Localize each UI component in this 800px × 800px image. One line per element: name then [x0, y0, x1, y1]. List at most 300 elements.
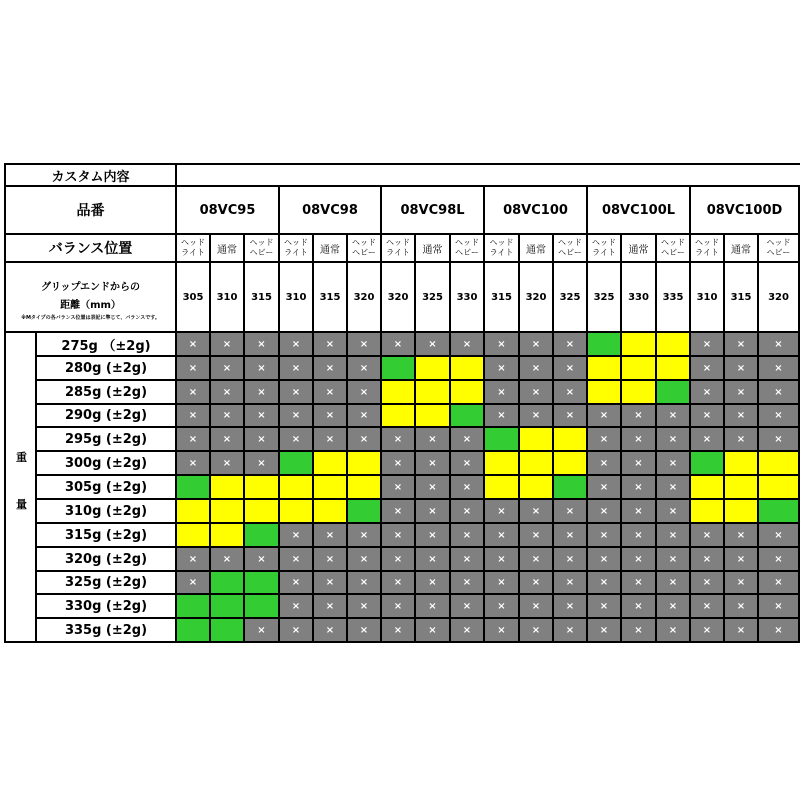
unavailable-mark: ×	[325, 577, 335, 588]
available-cell	[554, 428, 588, 452]
unavailable-cell	[485, 357, 520, 381]
recommended-cell	[485, 428, 520, 452]
unavailable-mark: ×	[325, 410, 335, 421]
unavailable-cell	[348, 619, 382, 643]
available-cell	[314, 452, 348, 476]
unavailable-mark: ×	[257, 553, 266, 565]
unavailable-mark: ×	[702, 386, 712, 398]
unavailable-mark: ×	[291, 433, 301, 445]
unavailable-cell	[314, 405, 348, 428]
balance-type-label: ヘッド ライト	[181, 238, 205, 257]
model-name: 08VC100L	[601, 202, 676, 218]
grip-distance-value: 320	[768, 291, 789, 303]
unavailable-cell	[382, 428, 416, 452]
model-name-cell	[485, 187, 588, 235]
unavailable-mark: ×	[497, 362, 506, 374]
unavailable-cell	[211, 333, 245, 357]
unavailable-mark: ×	[393, 481, 403, 493]
unavailable-cell	[759, 619, 800, 643]
weight-row-label: 285g (±2g)	[64, 384, 148, 400]
available-cell	[485, 452, 520, 476]
recommended-cell	[211, 595, 245, 619]
unavailable-mark: ×	[774, 529, 783, 541]
unavailable-mark: ×	[736, 600, 746, 612]
unavailable-cell	[657, 405, 691, 428]
weight-row-label: 330g (±2g)	[64, 598, 148, 614]
weight-label-char-1: 重	[16, 451, 27, 464]
unavailable-cell	[211, 381, 245, 405]
unavailable-mark: ×	[325, 386, 335, 398]
unavailable-mark: ×	[599, 624, 609, 636]
available-cell	[622, 357, 657, 381]
unavailable-mark: ×	[599, 577, 609, 588]
unavailable-cell	[622, 572, 657, 595]
grip-distance-cell	[245, 263, 280, 333]
unavailable-cell	[451, 333, 485, 357]
available-cell	[588, 381, 622, 405]
unavailable-mark: ×	[325, 338, 335, 350]
unavailable-mark: ×	[565, 338, 575, 350]
balance-type-cell	[554, 235, 588, 263]
available-cell	[725, 500, 759, 524]
unavailable-mark: ×	[565, 577, 575, 588]
grip-distance-note: ※Mタイプの各バランス位置は表記に準じて、バランスです。	[21, 314, 160, 321]
grip-distance-cell	[725, 263, 759, 333]
unavailable-cell	[211, 405, 245, 428]
grip-distance-cell	[691, 263, 725, 333]
grip-distance-cell	[554, 263, 588, 333]
recommended-cell	[245, 595, 280, 619]
unavailable-cell	[451, 524, 485, 548]
model-name: 08VC100D	[706, 202, 783, 218]
unavailable-mark: ×	[634, 577, 643, 588]
balance-type-cell	[691, 235, 725, 263]
model-name: 08VC98L	[400, 202, 465, 218]
unavailable-mark: ×	[531, 577, 541, 588]
unavailable-mark: ×	[531, 386, 541, 398]
unavailable-cell	[622, 548, 657, 572]
unavailable-cell	[451, 548, 485, 572]
weight-row-label-cell	[37, 476, 177, 500]
unavailable-cell	[382, 548, 416, 572]
grip-distance-cell	[588, 263, 622, 333]
weight-row-label: 320g (±2g)	[64, 551, 148, 567]
unavailable-mark: ×	[497, 577, 506, 588]
grip-distance-cell	[622, 263, 657, 333]
unavailable-mark: ×	[497, 600, 506, 612]
recommended-cell	[280, 452, 314, 476]
unavailable-mark: ×	[531, 338, 541, 350]
weight-row-label-cell	[37, 548, 177, 572]
weight-label-char-2: 量	[16, 498, 27, 511]
unavailable-cell	[725, 524, 759, 548]
unavailable-cell	[725, 405, 759, 428]
unavailable-cell	[554, 524, 588, 548]
available-cell	[280, 500, 314, 524]
balance-header-label: バランス位置	[48, 241, 133, 257]
unavailable-mark: ×	[325, 362, 335, 374]
unavailable-cell	[725, 333, 759, 357]
unavailable-mark: ×	[702, 553, 712, 565]
unavailable-mark: ×	[428, 481, 437, 493]
unavailable-mark: ×	[325, 600, 335, 612]
weight-row-label: 315g (±2g)	[64, 527, 148, 543]
unavailable-cell	[177, 452, 211, 476]
balance-type-cell	[177, 235, 211, 263]
unavailable-cell	[382, 619, 416, 643]
unavailable-cell	[451, 476, 485, 500]
unavailable-cell	[245, 333, 280, 357]
grip-distance-line1: グリップエンドからの	[40, 281, 141, 293]
balance-type-cell	[382, 235, 416, 263]
balance-type-label: ヘッド ヘビー	[249, 238, 274, 257]
recommended-cell	[691, 452, 725, 476]
unavailable-cell	[416, 500, 451, 524]
unavailable-mark: ×	[359, 386, 369, 398]
custom-header-label: カスタム内容	[51, 169, 130, 185]
available-cell	[520, 452, 554, 476]
unavailable-cell	[657, 572, 691, 595]
unavailable-cell	[245, 381, 280, 405]
unavailable-mark: ×	[531, 553, 541, 565]
unavailable-cell	[657, 619, 691, 643]
grip-distance-cell	[280, 263, 314, 333]
unavailable-cell	[348, 572, 382, 595]
unavailable-cell	[554, 500, 588, 524]
balance-type-cell	[416, 235, 451, 263]
grip-distance-cell	[451, 263, 485, 333]
recommended-cell	[588, 333, 622, 357]
unavailable-cell	[348, 357, 382, 381]
available-cell	[725, 452, 759, 476]
model-name: 08VC98	[302, 202, 358, 218]
unavailable-cell	[416, 452, 451, 476]
unavailable-mark: ×	[222, 433, 232, 445]
unavailable-cell	[691, 548, 725, 572]
grip-distance-value: 315	[491, 291, 512, 303]
unavailable-mark: ×	[393, 577, 403, 588]
available-cell	[520, 476, 554, 500]
unavailable-cell	[382, 452, 416, 476]
unavailable-mark: ×	[565, 505, 575, 517]
unavailable-cell	[520, 524, 554, 548]
unavailable-cell	[520, 381, 554, 405]
unavailable-cell	[622, 595, 657, 619]
unavailable-cell	[588, 452, 622, 476]
balance-header-cell	[4, 235, 177, 263]
unavailable-mark: ×	[257, 362, 266, 374]
unavailable-cell	[211, 357, 245, 381]
unavailable-mark: ×	[462, 338, 472, 350]
unavailable-mark: ×	[257, 433, 266, 445]
unavailable-cell	[485, 405, 520, 428]
unavailable-mark: ×	[736, 624, 746, 636]
unavailable-cell	[520, 405, 554, 428]
unavailable-cell	[554, 381, 588, 405]
unavailable-cell	[280, 524, 314, 548]
unavailable-mark: ×	[668, 553, 678, 565]
unavailable-mark: ×	[359, 410, 369, 421]
unavailable-mark: ×	[462, 529, 472, 541]
unavailable-cell	[485, 500, 520, 524]
balance-type-label: ヘッド ライト	[592, 238, 616, 257]
unavailable-mark: ×	[634, 457, 643, 469]
grip-distance-line2: 距離（mm）	[60, 299, 121, 311]
unavailable-mark: ×	[393, 457, 403, 469]
unavailable-cell	[759, 572, 800, 595]
available-cell	[691, 500, 725, 524]
unavailable-mark: ×	[428, 553, 437, 565]
unavailable-mark: ×	[736, 577, 746, 588]
unavailable-cell	[691, 619, 725, 643]
unavailable-mark: ×	[291, 577, 301, 588]
unavailable-cell	[177, 428, 211, 452]
unavailable-mark: ×	[462, 553, 472, 565]
unavailable-mark: ×	[497, 529, 506, 541]
available-cell	[382, 381, 416, 405]
unavailable-mark: ×	[359, 529, 369, 541]
unavailable-cell	[348, 428, 382, 452]
unavailable-mark: ×	[702, 624, 712, 636]
balance-type-cell	[280, 235, 314, 263]
unavailable-mark: ×	[668, 600, 678, 612]
unavailable-mark: ×	[702, 433, 712, 445]
unavailable-mark: ×	[257, 386, 266, 398]
unavailable-cell	[382, 500, 416, 524]
available-cell	[348, 476, 382, 500]
available-cell	[451, 357, 485, 381]
unavailable-cell	[280, 572, 314, 595]
unavailable-cell	[245, 405, 280, 428]
unavailable-mark: ×	[428, 624, 437, 636]
unavailable-mark: ×	[359, 600, 369, 612]
unavailable-cell	[588, 595, 622, 619]
unavailable-mark: ×	[668, 577, 678, 588]
unavailable-mark: ×	[668, 457, 678, 469]
grip-distance-value: 320	[353, 291, 375, 303]
unavailable-mark: ×	[359, 553, 369, 565]
unavailable-cell	[725, 619, 759, 643]
unavailable-cell	[759, 428, 800, 452]
unavailable-cell	[314, 548, 348, 572]
unavailable-mark: ×	[428, 600, 437, 612]
unavailable-mark: ×	[668, 505, 678, 517]
grip-distance-value: 330	[456, 291, 478, 303]
recommended-cell	[177, 619, 211, 643]
unavailable-mark: ×	[774, 577, 783, 588]
unavailable-mark: ×	[428, 433, 437, 445]
unavailable-cell	[725, 357, 759, 381]
unavailable-cell	[382, 476, 416, 500]
unavailable-mark: ×	[668, 529, 678, 541]
unavailable-cell	[211, 548, 245, 572]
grip-distance-value: 315	[730, 291, 752, 303]
weight-row-label: 300g (±2g)	[64, 455, 148, 471]
unavailable-cell	[416, 524, 451, 548]
model-header-label: 品番	[76, 203, 105, 219]
recommended-cell	[382, 357, 416, 381]
available-cell	[725, 476, 759, 500]
unavailable-mark: ×	[291, 410, 301, 421]
balance-type-label: ヘッド ヘビー	[352, 238, 376, 257]
unavailable-mark: ×	[774, 433, 783, 445]
available-cell	[485, 476, 520, 500]
unavailable-mark: ×	[565, 362, 575, 374]
unavailable-cell	[554, 405, 588, 428]
unavailable-cell	[554, 333, 588, 357]
unavailable-mark: ×	[291, 529, 301, 541]
available-cell	[416, 405, 451, 428]
unavailable-mark: ×	[462, 457, 472, 469]
available-cell	[245, 500, 280, 524]
unavailable-mark: ×	[325, 624, 335, 636]
balance-type-label: ヘッド ヘビー	[661, 238, 685, 257]
available-cell	[759, 452, 800, 476]
unavailable-cell	[382, 595, 416, 619]
unavailable-cell	[382, 524, 416, 548]
weight-row-label: 335g (±2g)	[64, 622, 148, 638]
grip-distance-value: 335	[662, 291, 684, 303]
unavailable-cell	[348, 381, 382, 405]
unavailable-cell	[314, 333, 348, 357]
unavailable-mark: ×	[257, 457, 266, 469]
unavailable-mark: ×	[634, 624, 643, 636]
unavailable-mark: ×	[188, 338, 198, 350]
unavailable-mark: ×	[222, 457, 232, 469]
unavailable-cell	[416, 595, 451, 619]
available-cell	[211, 500, 245, 524]
unavailable-cell	[759, 333, 800, 357]
unavailable-mark: ×	[736, 553, 746, 565]
unavailable-mark: ×	[531, 600, 541, 612]
balance-type-cell	[245, 235, 280, 263]
balance-type-label: ヘッド ライト	[284, 238, 308, 257]
unavailable-mark: ×	[188, 433, 198, 445]
balance-type-cell	[485, 235, 520, 263]
weight-row-label-cell	[37, 381, 177, 405]
balance-type-cell	[759, 235, 800, 263]
unavailable-cell	[759, 405, 800, 428]
unavailable-mark: ×	[531, 362, 541, 374]
unavailable-mark: ×	[668, 624, 678, 636]
unavailable-cell	[554, 619, 588, 643]
unavailable-mark: ×	[222, 386, 232, 398]
balance-type-cell	[211, 235, 245, 263]
unavailable-mark: ×	[325, 529, 335, 541]
balance-type-label: 通常	[422, 244, 443, 256]
available-cell	[211, 524, 245, 548]
unavailable-mark: ×	[257, 338, 266, 350]
unavailable-cell	[657, 452, 691, 476]
unavailable-cell	[691, 428, 725, 452]
balance-type-label: ヘッド ライト	[695, 238, 719, 257]
unavailable-cell	[588, 524, 622, 548]
unavailable-cell	[451, 572, 485, 595]
unavailable-cell	[280, 619, 314, 643]
unavailable-cell	[759, 381, 800, 405]
unavailable-mark: ×	[462, 577, 472, 588]
weight-row-label: 280g (±2g)	[64, 360, 148, 376]
unavailable-mark: ×	[222, 410, 232, 421]
unavailable-cell	[211, 452, 245, 476]
unavailable-cell	[416, 548, 451, 572]
unavailable-cell	[622, 524, 657, 548]
recommended-cell	[177, 476, 211, 500]
unavailable-cell	[554, 595, 588, 619]
unavailable-cell	[622, 500, 657, 524]
recommended-cell	[657, 381, 691, 405]
grip-distance-cell	[382, 263, 416, 333]
unavailable-mark: ×	[462, 505, 472, 517]
recommended-cell	[451, 405, 485, 428]
balance-type-cell	[348, 235, 382, 263]
unavailable-mark: ×	[428, 338, 437, 350]
grip-distance-value: 315	[319, 291, 341, 303]
unavailable-cell	[177, 572, 211, 595]
unavailable-cell	[348, 595, 382, 619]
unavailable-cell	[177, 333, 211, 357]
unavailable-cell	[245, 428, 280, 452]
recommended-cell	[245, 572, 280, 595]
unavailable-cell	[245, 357, 280, 381]
unavailable-cell	[588, 405, 622, 428]
unavailable-mark: ×	[702, 577, 712, 588]
custom-header-spacer	[177, 163, 800, 187]
unavailable-mark: ×	[599, 529, 609, 541]
unavailable-cell	[485, 548, 520, 572]
unavailable-cell	[622, 452, 657, 476]
available-cell	[759, 476, 800, 500]
unavailable-mark: ×	[325, 553, 335, 565]
unavailable-mark: ×	[188, 386, 198, 398]
unavailable-mark: ×	[774, 338, 783, 350]
unavailable-cell	[177, 381, 211, 405]
unavailable-cell	[177, 357, 211, 381]
unavailable-mark: ×	[393, 529, 403, 541]
unavailable-mark: ×	[599, 481, 609, 493]
unavailable-cell	[725, 548, 759, 572]
unavailable-mark: ×	[188, 362, 198, 374]
balance-type-label: ヘッド ライト	[489, 238, 514, 257]
balance-type-label: ヘッド ヘビー	[766, 238, 791, 257]
grip-distance-cell	[520, 263, 554, 333]
unavailable-mark: ×	[599, 457, 609, 469]
unavailable-mark: ×	[736, 362, 746, 374]
model-name-cell	[588, 187, 691, 235]
available-cell	[416, 357, 451, 381]
unavailable-cell	[451, 452, 485, 476]
unavailable-cell	[485, 595, 520, 619]
unavailable-cell	[451, 500, 485, 524]
unavailable-mark: ×	[462, 433, 472, 445]
available-cell	[211, 476, 245, 500]
weight-row-label-cell	[37, 595, 177, 619]
unavailable-mark: ×	[222, 553, 232, 565]
unavailable-cell	[314, 572, 348, 595]
unavailable-mark: ×	[668, 481, 678, 493]
unavailable-cell	[280, 595, 314, 619]
unavailable-cell	[554, 548, 588, 572]
unavailable-cell	[348, 548, 382, 572]
unavailable-cell	[314, 619, 348, 643]
unavailable-cell	[280, 405, 314, 428]
grip-distance-value: 325	[422, 291, 443, 303]
unavailable-mark: ×	[359, 362, 369, 374]
unavailable-cell	[657, 524, 691, 548]
unavailable-mark: ×	[428, 505, 437, 517]
available-cell	[348, 452, 382, 476]
available-cell	[622, 333, 657, 357]
